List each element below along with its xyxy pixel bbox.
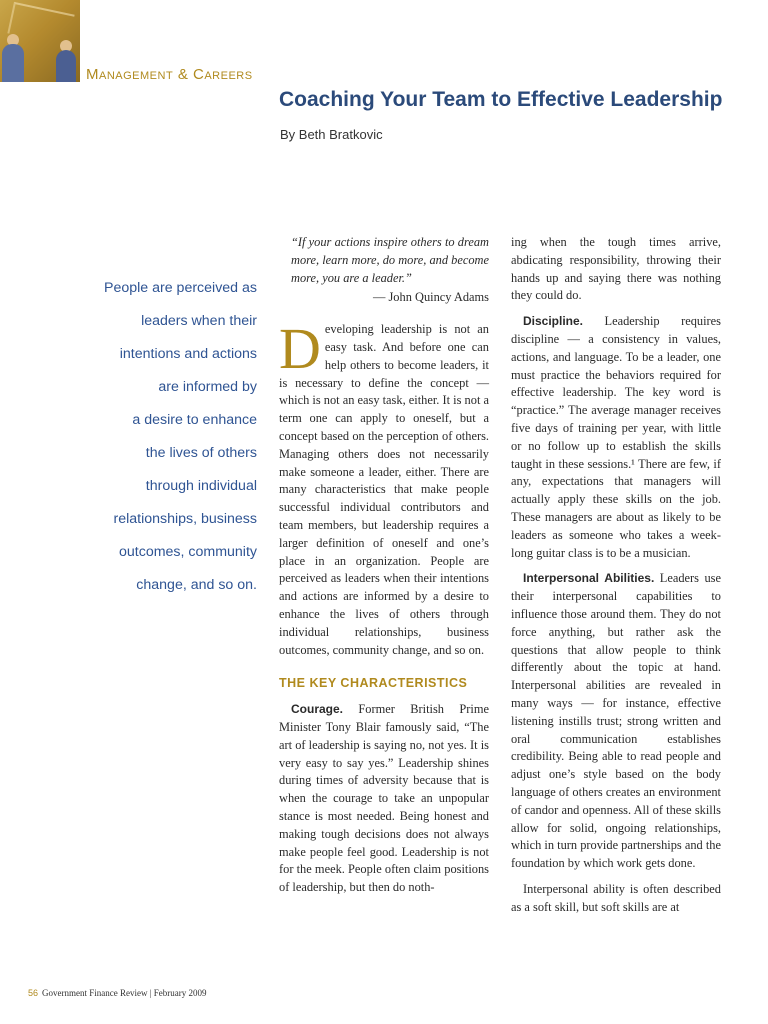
- pull-quote-line: a desire to enhance: [132, 412, 257, 428]
- column-middle: [279, 234, 489, 897]
- drop-cap: D: [279, 316, 321, 382]
- interpersonal-paragraph: [511, 570, 721, 873]
- interpersonal-lead: Interpersonal Abilities.: [523, 571, 655, 586]
- pull-quote-line: change, and so on.: [136, 577, 257, 593]
- discipline-lead: Discipline.: [523, 314, 584, 329]
- epigraph-attribution: — John Quincy Adams: [373, 290, 489, 305]
- pull-quote-line: leaders when their: [141, 313, 257, 329]
- pull-quote-line: are informed by: [158, 379, 257, 395]
- intro-text: eveloping leadership is not an easy task. And before one can help others to become leaders, it is necessary to define the concept — which is not an easy task, either. It is not a term one can apply to oneself, but a concept based on the perception of others. Managing others does not necessarily make someone a leader, either. There are many characteristics that make people successful individual contributors and team members, but leadership requires a larger definition of oneself and one’s place in an organization. People are perceived as leaders when their intentions and actions are informed by a desire to enhance the lives of others through individual relationships, business outcomes, community change, and so on.: [279, 322, 489, 657]
- publication-info: Government Finance Review | February 2009: [42, 988, 207, 998]
- interpersonal-text: Leaders use their interpersonal capabilities to influence those around them. They do not force anything, but rather ask the questions that allow people to think differently about the topic at hand. Interpersonal abilities are revealed in many ways — for instance, effective listening instills trust; strong written and oral communication establishes credibility. Being able to read people and adjust one’s style based on the body language of others creates an environment of candor and openness. All of these skills allow for solid, ongoing relationships, which in turn provide partnerships and the foundation by which work gets done.: [511, 571, 721, 871]
- epigraph: “If your actions inspire others to dream more, learn more, do more, and become more, you are a leader.”: [291, 235, 489, 285]
- column-right: [511, 234, 721, 916]
- continuation-paragraph: ing when the tough times arrive, abdicating responsibility, throwing their hands up and saying there was nothing they could do.: [511, 235, 721, 303]
- section-heading: THE KEY CHARACTERISTICS: [279, 676, 468, 691]
- pull-quote-line: outcomes, community: [119, 544, 257, 560]
- pull-quote-line: People are perceived as: [103, 280, 257, 296]
- pull-quote-line: relationships, business: [113, 511, 257, 527]
- last-paragraph: Interpersonal ability is often described as a soft skill, but soft skills are at: [511, 881, 721, 914]
- header-illustration: [0, 0, 80, 82]
- pull-quote: [100, 272, 257, 602]
- page-number: 56: [28, 988, 39, 998]
- pull-quote-line: the lives of others: [145, 445, 257, 461]
- courage-lead: Courage.: [291, 702, 344, 717]
- discipline-text: Leadership requires discipline — a consistency in values, actions, and language. To be a leader, one must practice the behaviors required for effective leadership. The key word is “practice.” The average manager receives five days of training per year, with little or no follow up to establish the skills taught in these sessions.¹ There are few, if any, expectations that managers will actually apply these skills on the job. These managers are about as likely to be leaders as someone who takes a week-long guitar class is to be a musician.: [511, 314, 721, 560]
- discipline-paragraph: [511, 313, 721, 562]
- pull-quote-line: through individual: [145, 478, 257, 494]
- courage-text: Former British Prime Minister Tony Blair famously said, “The art of leadership is saying no, not yes. It is very easy to say yes.” Leadership shines during times of adversity because that is when the courage to take an unpopular stance is most needed. Being honest and making tough decisions does not always make people feel good. Leadership is not for the meek. People often claim positions of leadership, but then do noth-: [279, 702, 489, 895]
- courage-paragraph: [279, 701, 489, 897]
- pull-quote-line: intentions and actions: [119, 346, 257, 362]
- byline: By Beth Bratkovic: [280, 127, 383, 142]
- section-label: Management & Careers: [86, 66, 253, 83]
- page-footer: [28, 988, 207, 998]
- intro-paragraph: [279, 316, 489, 659]
- article-title: Coaching Your Team to Effective Leadership: [279, 88, 723, 111]
